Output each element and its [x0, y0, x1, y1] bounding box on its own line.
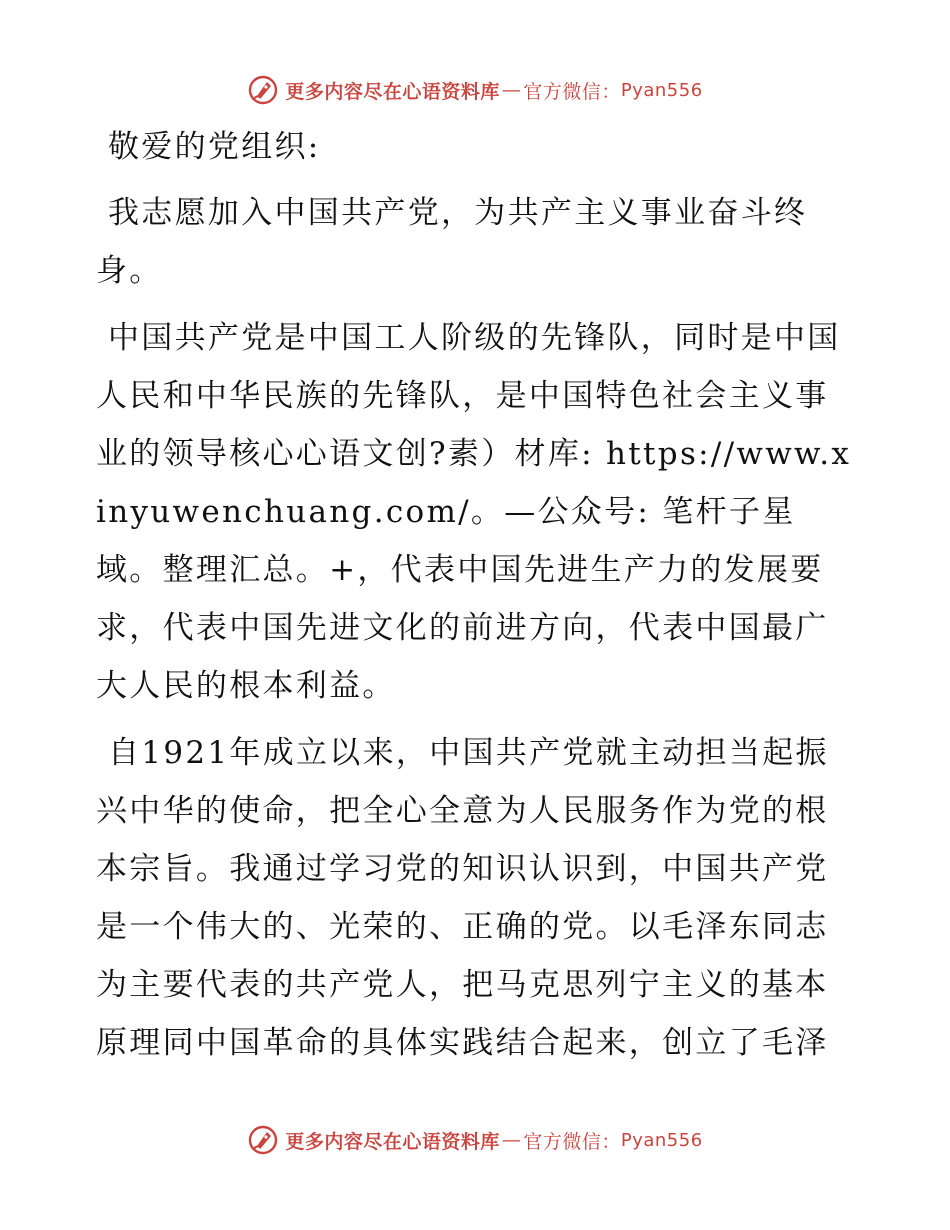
letter-body: [96, 118, 856, 1081]
pen-nib-logo-icon: [247, 74, 279, 106]
letter-paragraph: 中国共产党是中国工人阶级的先锋队，同时是中国人民和中华民族的先锋队，是中国特色社会主义事业的领导核心心语文创?素）材库: https://www.xinyuwenchuang.com/。—公众号: 笔杆子星域。整理汇总。+，代表中国先进生产力的发展要求，代表中国先进文化的前进方向，代表中国最广大人民的根本利益。: [96, 320, 852, 704]
letter-paragraph: 我志愿加入中国共产党，为共产主义事业奋斗终身。: [96, 195, 808, 289]
banner-dash: —: [501, 1129, 522, 1151]
banner-main-text: 更多内容尽在心语资料库: [285, 1130, 500, 1153]
banner-wechat-id: Pyan556: [620, 1129, 703, 1151]
banner-sub-text: 官方微信：: [523, 1130, 621, 1153]
banner-sub-text: 官方微信：: [523, 80, 621, 103]
header-watermark-banner: [0, 70, 950, 110]
banner-wechat-id: Pyan556: [620, 79, 703, 101]
banner-main-text: 更多内容尽在心语资料库: [285, 80, 500, 103]
footer-watermark-banner: [0, 1120, 950, 1160]
letter-salutation: 敬爱的党组织:: [108, 129, 321, 165]
pen-nib-logo-icon: [247, 1124, 279, 1156]
letter-paragraph: 自1921年成立以来，中国共产党就主动担当起振兴中华的使命，把全心全意为人民服务作为党的根本宗旨。我通过学习党的知识认识到，中国共产党是一个伟大的、光荣的、正确的党。以毛泽东同志为主要代表的共产党人，把马克思列宁主义的基本原理同中国革命的具体实践结合起来，创立了毛泽: [96, 735, 829, 1061]
banner-dash: —: [501, 79, 522, 101]
